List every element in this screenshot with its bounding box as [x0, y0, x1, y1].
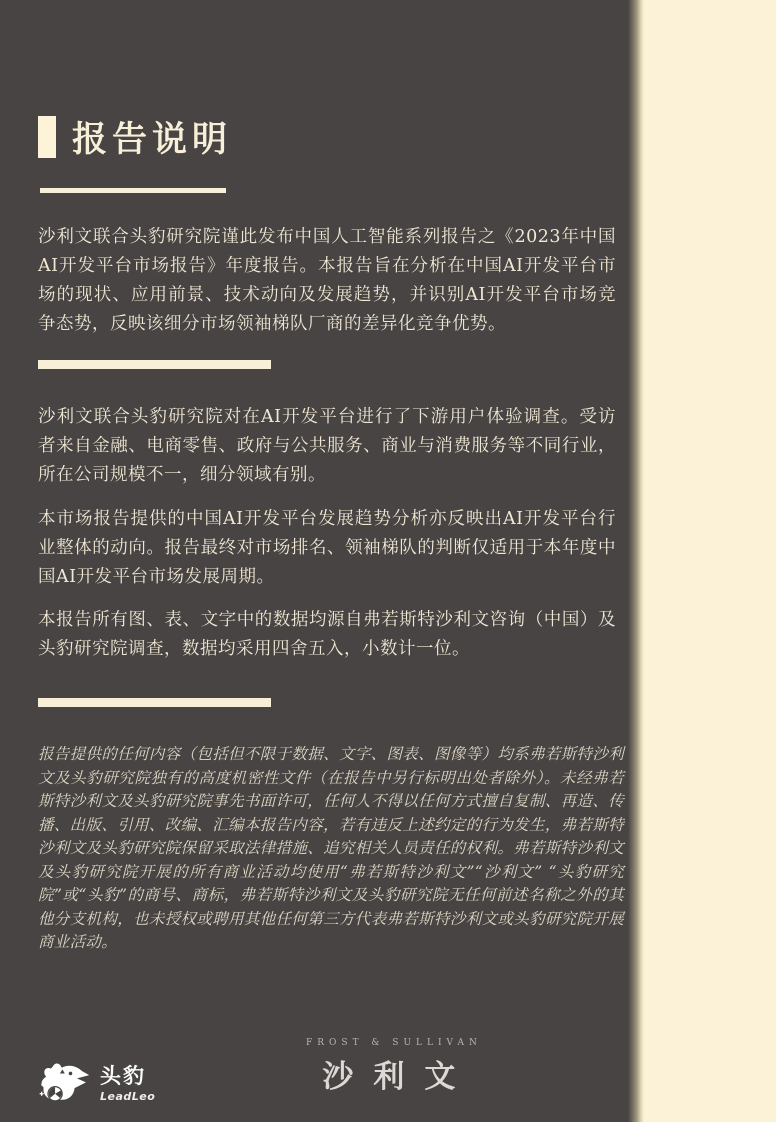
- leadleo-logo: [38, 1062, 155, 1106]
- section-divider-2: [38, 698, 271, 707]
- leadleo-wordmark: [100, 1066, 155, 1102]
- title-accent-block: [38, 116, 56, 158]
- page-edge-shadow: [628, 0, 644, 1122]
- frost-sullivan-english-label: FROST & SULLIVAN: [306, 1038, 482, 1048]
- section-divider-1: [38, 360, 271, 369]
- leadleo-english-label: LeadLeo: [100, 1090, 156, 1103]
- frost-sullivan-chinese-label: 沙利文: [322, 1059, 476, 1095]
- paragraph-disclaimer: 报告提供的任何内容（包括但不限于数据、文字、图表、图像等）均系弗若斯特沙利文及头豹研究院独有的高度机密性文件（在报告中另行标明出处者除外）。未经弗若斯特沙利文及头豹研究院事先书面许可，任何人不得以任何方式擅自复制、再造、传播、出版、引用、改编、汇编本报告内容，若有违反上述约定的行为发生，弗若斯特沙利文及头豹研究院保留采取法律措施、追究相关人员责任的权利。弗若斯特沙利文及头豹研究院开展的所有商业活动均使用“弗若斯特沙利文”“沙利文” “头豹研究院”或“头豹”的商号、商标，弗若斯特沙利文及头豹研究院无任何前述名称之外的其他分支机构，也未授权或聘用其他任何第三方代表弗若斯特沙利文或头豹研究院开展商业活动。: [38, 745, 624, 951]
- right-margin-panel: [644, 0, 776, 1122]
- paragraph-intro: 沙利文联合头豹研究院谨此发布中国人工智能系列报告之《2023年中国AI开发平台市场报告》年度报告。本报告旨在分析在中国AI开发平台市场的现状、应用前景、技术动向及发展趋势，并识别AI开发平台市场竞争态势，反映该细分市场领袖梯队厂商的差异化竞争优势。: [38, 227, 616, 334]
- leadleo-chinese-label: 头豹: [100, 1064, 146, 1088]
- paragraph-survey: 沙利文联合头豹研究院对在AI开发平台进行了下游用户体验调查。受访者来自金融、电商零售、政府与公共服务、商业与消费服务等不同行业，所在公司规模不一，细分领域有别。: [38, 407, 616, 485]
- leopard-icon: [38, 1062, 90, 1106]
- section-title-row: [38, 112, 612, 162]
- title-underline: [40, 188, 226, 193]
- paragraph-trend: 本市场报告提供的中国AI开发平台发展趋势分析亦反映出AI开发平台行业整体的动向。报告最终对市场排名、领袖梯队的判断仅适用于本年度中国AI开发平台市场发展周期。: [38, 509, 616, 587]
- frost-sullivan-logo: [306, 1038, 482, 1096]
- page-title: 报告说明: [72, 119, 233, 160]
- paragraph-data-source: 本报告所有图、表、文字中的数据均源自弗若斯特沙利文咨询（中国）及头豹研究院调查，数据均采用四舍五入，小数计一位。: [38, 610, 616, 659]
